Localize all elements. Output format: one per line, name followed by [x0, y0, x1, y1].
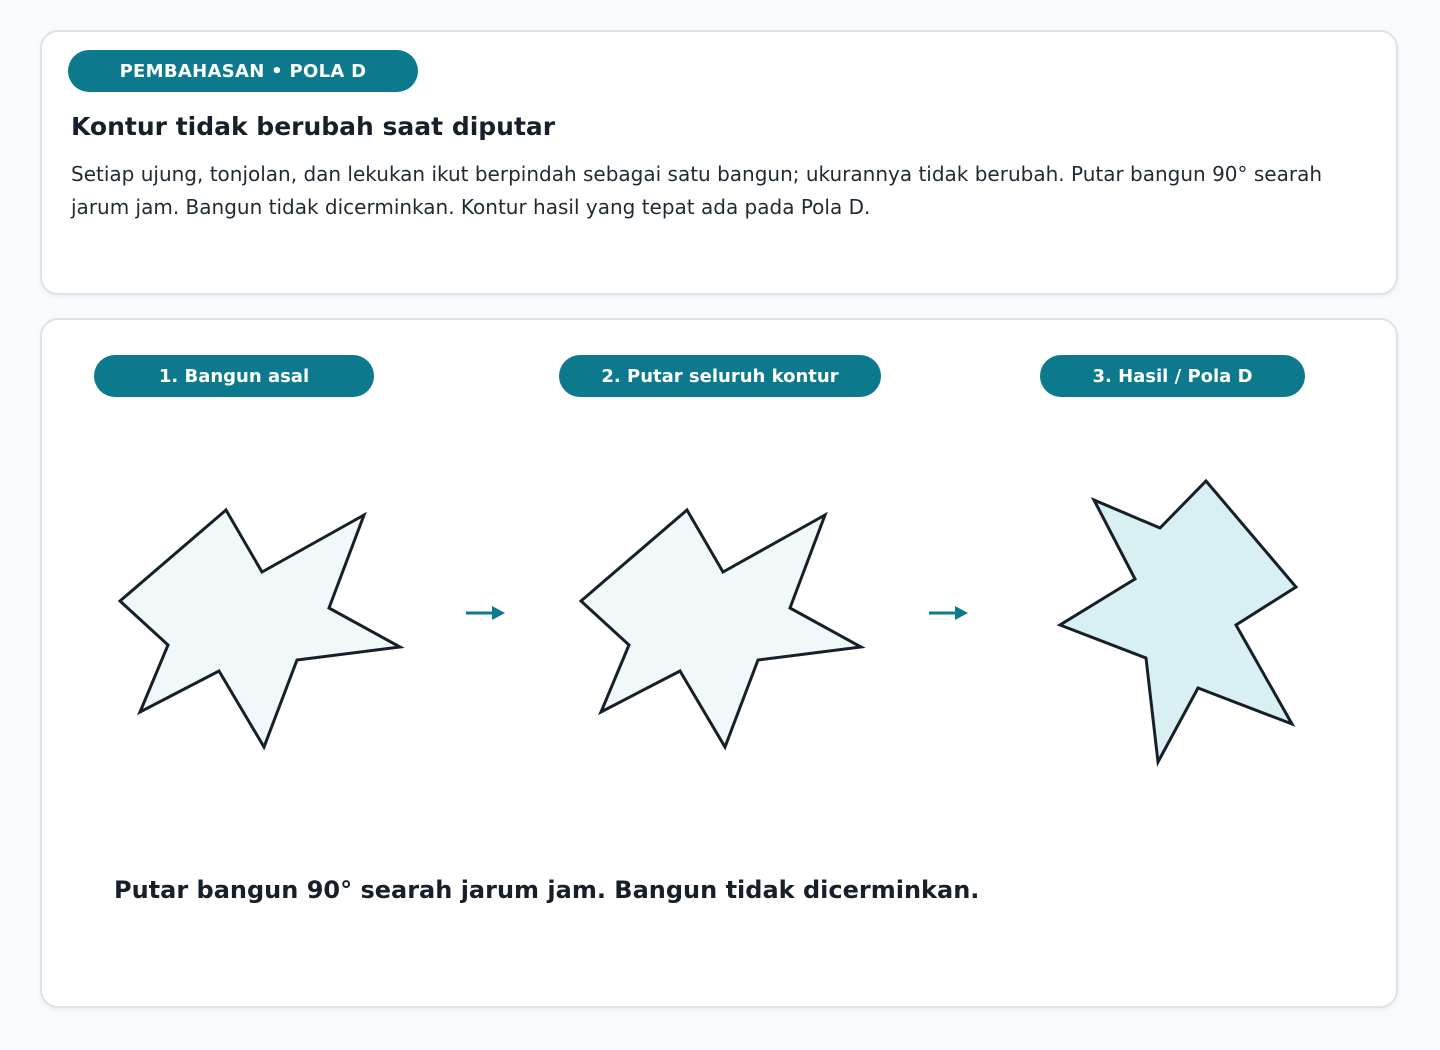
- result-shape-pattern-d: [1060, 481, 1296, 762]
- step-label-result: 3. Hasil / Pola D: [1040, 355, 1305, 397]
- explanation-description: Setiap ujung, tonjolan, dan lekukan ikut berpindah sebagai satu bangun; ukurannya tidak berubah. Putar bangun 90° searah jarum jam. Bangun tidak dicerminkan. Kontur hasil yang tepat ada pada Pola D.: [71, 162, 1323, 219]
- explanation-badge: PEMBAHASAN • POLA D: [68, 50, 418, 92]
- explanation-card: [40, 30, 1398, 295]
- arrow-right-icon: [929, 606, 968, 620]
- step-label-original: 1. Bangun asal: [94, 355, 374, 397]
- step-label-rotate: 2. Putar seluruh kontur: [559, 355, 881, 397]
- explanation-title: Kontur tidak berubah saat diputar: [71, 112, 556, 141]
- rotating-shape: [581, 510, 861, 747]
- illustration-caption: Putar bangun 90° searah jarum jam. Bangun tidak dicerminkan.: [114, 876, 980, 904]
- original-shape: [120, 510, 400, 747]
- illustration-card: [40, 318, 1398, 1008]
- arrow-right-icon: [466, 606, 505, 620]
